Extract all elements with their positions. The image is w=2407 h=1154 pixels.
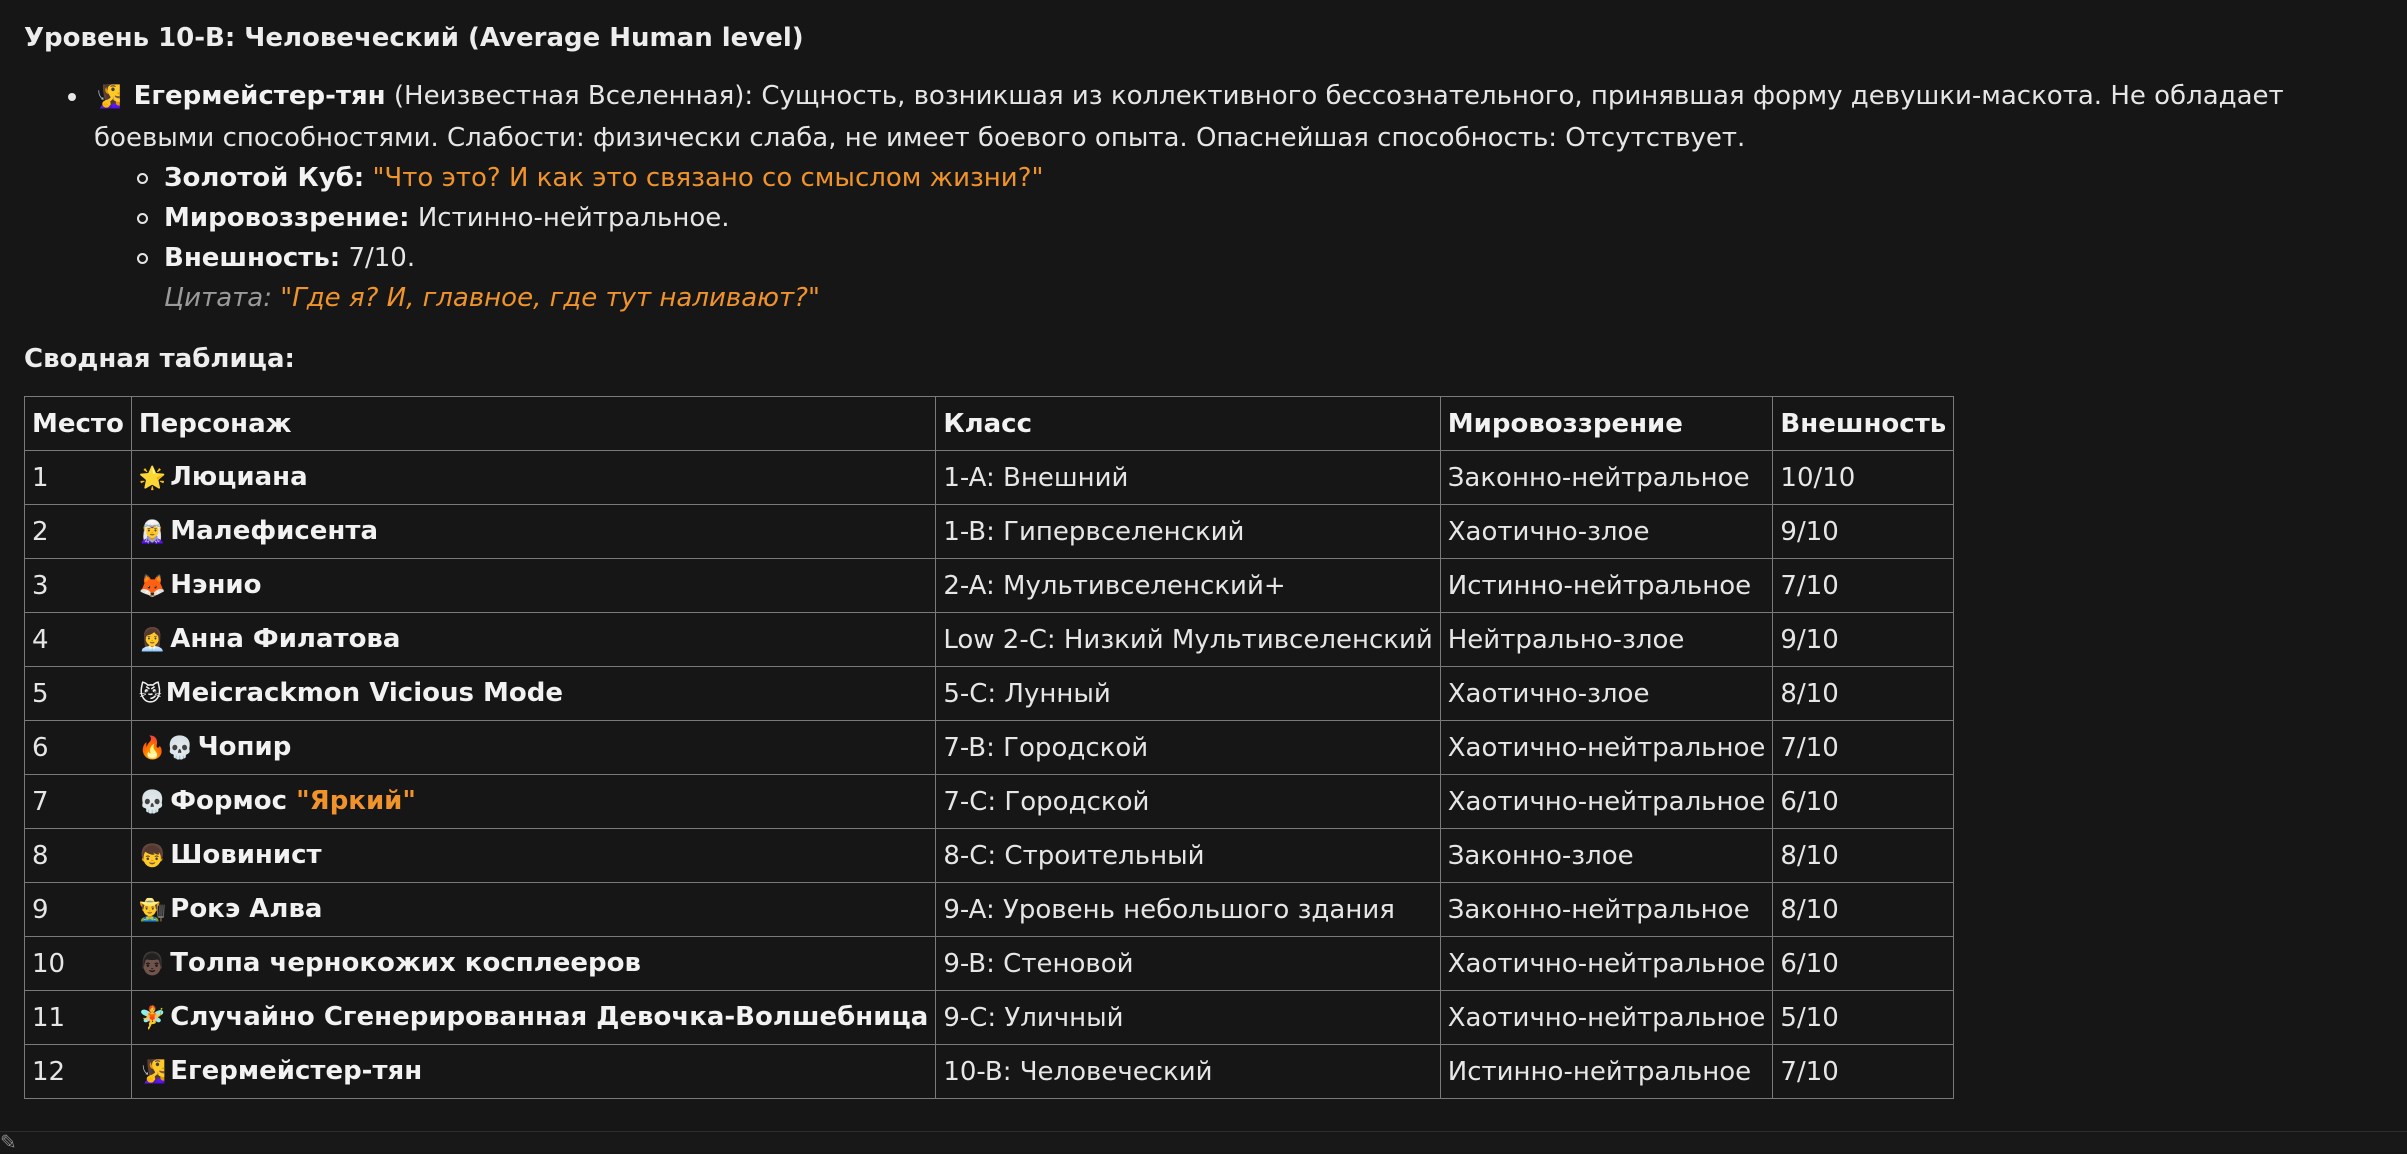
character-name: Анна Филатова xyxy=(170,623,401,654)
cell-place: 2 xyxy=(25,505,132,559)
character-emoji-icon: 👩‍💼 xyxy=(138,627,167,653)
cell-class: 7-C: Городской xyxy=(936,775,1440,829)
cell-class: 9-C: Уличный xyxy=(936,991,1440,1045)
detail-value: Истинно-нейтральное. xyxy=(417,203,730,233)
cell-class: 8-C: Строительный xyxy=(936,829,1440,883)
cell-character xyxy=(131,667,935,721)
character-emoji-icon: 🧝‍♀️ xyxy=(138,519,167,545)
character-name: Егермейстер-тян xyxy=(133,81,386,111)
cell-alignment: Истинно-нейтральное xyxy=(1440,559,1773,613)
table-row xyxy=(25,451,1954,505)
cell-alignment: Хаотично-нейтральное xyxy=(1440,775,1773,829)
character-quote xyxy=(94,278,2354,318)
summary-title: Сводная таблица: xyxy=(24,344,295,374)
cell-looks: 5/10 xyxy=(1773,991,1954,1045)
character-emoji-icon: 👦 xyxy=(138,843,167,869)
cell-looks: 8/10 xyxy=(1773,883,1954,937)
cell-looks: 9/10 xyxy=(1773,613,1954,667)
cell-character xyxy=(131,721,935,775)
cell-class: 1-A: Внешний xyxy=(936,451,1440,505)
cell-looks: 8/10 xyxy=(1773,829,1954,883)
cell-class: 9-A: Уровень небольшого здания xyxy=(936,883,1440,937)
cell-place: 7 xyxy=(25,775,132,829)
cell-place: 1 xyxy=(25,451,132,505)
header-alignment: Мировоззрение xyxy=(1440,397,1773,451)
header-character: Персонаж xyxy=(131,397,935,451)
character-name: Meicrackmon Vicious Mode xyxy=(165,677,563,708)
cell-character xyxy=(131,559,935,613)
character-name: Толпа чернокожих косплееров xyxy=(170,947,641,978)
character-description xyxy=(24,76,2354,318)
cell-place: 11 xyxy=(25,991,132,1045)
detail-label: Золотой Куб: xyxy=(164,163,365,193)
character-name: Чопир xyxy=(197,731,292,762)
cell-character xyxy=(131,1045,935,1099)
character-name: Люциана xyxy=(170,461,308,492)
table-row xyxy=(25,883,1954,937)
table-header-row xyxy=(25,397,1954,451)
character-name: Случайно Сгенерированная Девочка-Волшебница xyxy=(170,1001,929,1032)
cell-looks: 7/10 xyxy=(1773,1045,1954,1099)
detail-value: "Что это? И как это связано со смыслом жизни?" xyxy=(372,163,1044,193)
detail-item xyxy=(164,158,2354,198)
cell-place: 8 xyxy=(25,829,132,883)
table-row xyxy=(25,1045,1954,1099)
table-row xyxy=(25,721,1954,775)
table-body xyxy=(25,451,1954,1099)
quote-text: "Где я? И, главное, где тут наливают?" xyxy=(280,283,820,313)
cell-place: 9 xyxy=(25,883,132,937)
character-emoji-icon: 👨‍🌾 xyxy=(138,897,167,923)
cell-character xyxy=(131,505,935,559)
cell-class: 9-B: Стеновой xyxy=(936,937,1440,991)
detail-item xyxy=(164,238,2354,278)
cell-alignment: Хаотично-нейтральное xyxy=(1440,937,1773,991)
cell-alignment: Хаотично-нейтральное xyxy=(1440,991,1773,1045)
table-row xyxy=(25,937,1954,991)
character-emoji-icon: 😼 xyxy=(138,681,162,707)
cell-looks: 6/10 xyxy=(1773,937,1954,991)
character-name: Егермейстер-тян xyxy=(170,1055,423,1086)
cell-place: 10 xyxy=(25,937,132,991)
cell-looks: 8/10 xyxy=(1773,667,1954,721)
character-name: Рокэ Алва xyxy=(170,893,323,924)
cell-place: 3 xyxy=(25,559,132,613)
cell-looks: 6/10 xyxy=(1773,775,1954,829)
header-place: Место xyxy=(25,397,132,451)
cell-character xyxy=(131,775,935,829)
table-row xyxy=(25,991,1954,1045)
character-emoji-icon: 🦊 xyxy=(138,573,167,599)
quote-label: Цитата: xyxy=(164,283,272,313)
table-row xyxy=(25,667,1954,721)
cell-place: 5 xyxy=(25,667,132,721)
cell-looks: 10/10 xyxy=(1773,451,1954,505)
cell-class: 1-B: Гипервселенский xyxy=(936,505,1440,559)
cell-looks: 9/10 xyxy=(1773,505,1954,559)
detail-item xyxy=(164,198,2354,238)
cell-place: 4 xyxy=(25,613,132,667)
cell-looks: 7/10 xyxy=(1773,559,1954,613)
cell-alignment: Хаотично-злое xyxy=(1440,667,1773,721)
character-emoji-icon: 🧏‍♀️ xyxy=(94,85,122,110)
cell-alignment: Законно-нейтральное xyxy=(1440,451,1773,505)
cell-alignment: Хаотично-нейтральное xyxy=(1440,721,1773,775)
character-name: Шовинист xyxy=(170,839,322,870)
character-emoji-icon: 🧏‍♀️ xyxy=(138,1059,167,1085)
cell-character xyxy=(131,937,935,991)
cell-alignment: Хаотично-злое xyxy=(1440,505,1773,559)
summary-table xyxy=(24,396,1954,1099)
table-row xyxy=(25,613,1954,667)
character-emoji-icon: 🌟 xyxy=(138,465,167,491)
character-emoji-icon: 🧚 xyxy=(138,1005,167,1031)
detail-label: Мировоззрение: xyxy=(164,203,410,233)
cell-class: 2-A: Мультивселенский+ xyxy=(936,559,1440,613)
table-row xyxy=(25,775,1954,829)
character-emoji-icon: 👨🏿 xyxy=(138,951,167,977)
character-name: Формос xyxy=(170,785,288,816)
header-looks: Внешность xyxy=(1773,397,1954,451)
cell-place: 6 xyxy=(25,721,132,775)
detail-label: Внешность: xyxy=(164,243,341,273)
cell-character xyxy=(131,451,935,505)
character-name: Малефисента xyxy=(170,515,378,546)
cell-character xyxy=(131,991,935,1045)
pencil-icon[interactable]: ✎ xyxy=(0,1130,17,1154)
cell-class: Low 2-C: Низкий Мультивселенский xyxy=(936,613,1440,667)
character-emoji-icon: 💀 xyxy=(138,789,167,815)
cell-alignment: Законно-злое xyxy=(1440,829,1773,883)
cell-alignment: Законно-нейтральное xyxy=(1440,883,1773,937)
cell-class: 10-B: Человеческий xyxy=(936,1045,1440,1099)
cell-character xyxy=(131,613,935,667)
cell-place: 12 xyxy=(25,1045,132,1099)
table-row xyxy=(25,505,1954,559)
table-row xyxy=(25,559,1954,613)
character-name: Нэнио xyxy=(170,569,262,600)
cell-alignment: Истинно-нейтральное xyxy=(1440,1045,1773,1099)
header-class: Класс xyxy=(936,397,1440,451)
cell-class: 7-B: Городской xyxy=(936,721,1440,775)
character-emoji-icon: 🔥💀 xyxy=(138,735,194,761)
cell-character xyxy=(131,883,935,937)
character-item xyxy=(94,76,2354,318)
cell-class: 5-C: Лунный xyxy=(936,667,1440,721)
section-heading: Уровень 10-B: Человеческий (Average Human level) xyxy=(24,23,804,53)
bottom-bar xyxy=(0,1131,2407,1152)
cell-looks: 7/10 xyxy=(1773,721,1954,775)
cell-character xyxy=(131,829,935,883)
character-name-suffix: "Яркий" xyxy=(296,785,416,816)
table-row xyxy=(25,829,1954,883)
cell-alignment: Нейтрально-злое xyxy=(1440,613,1773,667)
character-text: (Неизвестная Вселенная): Сущность, возникшая из коллективного бессознательного, принявшая форму девушки-маскота. Не обладает боевыми способностями. Слабости: физически слаба, не имеет боевого опыта. Опаснейшая способность: Отсутствует. xyxy=(94,81,2284,153)
detail-value: 7/10. xyxy=(348,243,416,273)
